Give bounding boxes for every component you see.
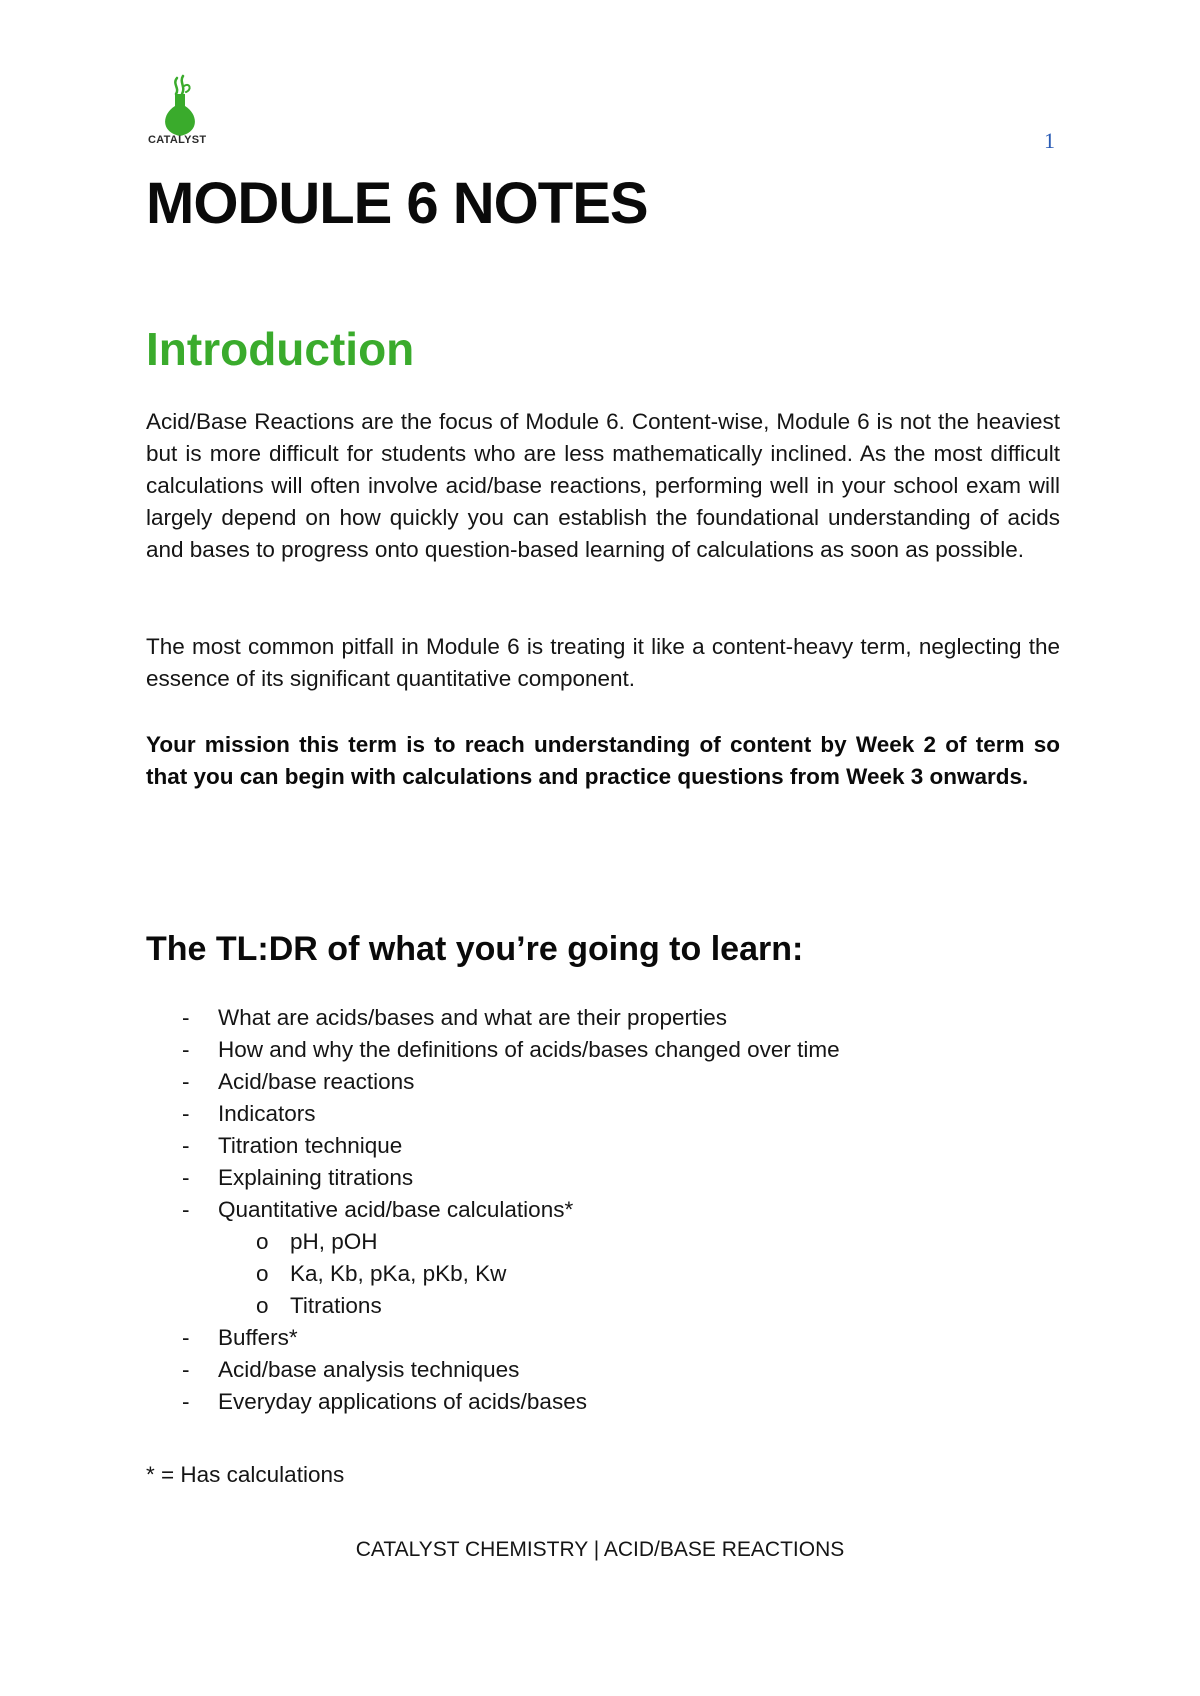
sub-list-item-text: pH, pOH	[290, 1229, 378, 1254]
dash-bullet: -	[182, 1133, 190, 1158]
introduction-heading: Introduction	[146, 323, 415, 375]
dash-bullet: -	[182, 1037, 190, 1062]
list-item	[146, 1322, 1046, 1354]
dash-bullet: -	[182, 1389, 190, 1414]
list-item	[146, 1354, 1046, 1386]
mission-statement: Your mission this term is to reach understanding of content by Week 2 of term so that you can begin with calculations and practice questions from Week 3 onwards.	[146, 732, 1060, 789]
list-item-text: What are acids/bases and what are their properties	[218, 1005, 728, 1030]
circle-bullet: o	[256, 1261, 269, 1286]
footnote: * = Has calculations	[146, 1462, 345, 1487]
intro-paragraph-2: The most common pitfall in Module 6 is treating it like a content-heavy term, neglecting the essence of its significant quantitative component.	[146, 634, 1060, 691]
list-item	[146, 1130, 1046, 1162]
list-item-text: How and why the definitions of acids/bases changed over time	[218, 1037, 840, 1062]
learning-topics-list	[146, 1002, 1046, 1418]
page-number: 1	[1044, 128, 1055, 153]
intro-paragraph-1: Acid/Base Reactions are the focus of Module 6. Content-wise, Module 6 is not the heaviest but is more difficult for students who are less mathematically inclined. As the most difficult calculations will often involve acid/base reactions, performing well in your school exam will largely depend on how quickly you can establish the foundational understanding of acids and bases to progress onto question-based learning of calculations as soon as possible.	[146, 409, 1060, 562]
tldr-heading: The TL:DR of what you’re going to learn:	[146, 930, 804, 968]
list-item	[146, 1098, 1046, 1130]
page-footer: CATALYST CHEMISTRY | ACID/BASE REACTIONS	[355, 1538, 845, 1561]
dash-bullet: -	[182, 1197, 190, 1222]
list-item	[146, 1066, 1046, 1098]
circle-bullet: o	[256, 1293, 269, 1318]
sub-list-item	[218, 1290, 1046, 1322]
list-item	[146, 1194, 1046, 1322]
document-title: MODULE 6 NOTES	[146, 171, 648, 236]
list-item	[146, 1162, 1046, 1194]
list-item-text: Everyday applications of acids/bases	[218, 1389, 587, 1414]
list-item-text: Indicators	[218, 1101, 316, 1126]
dash-bullet: -	[182, 1165, 190, 1190]
dash-bullet: -	[182, 1005, 190, 1030]
sub-list-item	[218, 1258, 1046, 1290]
list-item-text: Buffers*	[218, 1325, 298, 1350]
list-item-text: Quantitative acid/base calculations*	[218, 1197, 574, 1222]
list-item	[146, 1386, 1046, 1418]
dash-bullet: -	[182, 1325, 190, 1350]
dash-bullet: -	[182, 1357, 190, 1382]
list-item	[146, 1002, 1046, 1034]
sub-list-item-text: Titrations	[290, 1293, 382, 1318]
dash-bullet: -	[182, 1069, 190, 1094]
sub-list-item	[218, 1226, 1046, 1258]
logo-text: CATALYST	[148, 134, 207, 146]
circle-bullet: o	[256, 1229, 269, 1254]
list-item-text: Acid/base reactions	[218, 1069, 415, 1094]
calculations-sub-list	[218, 1226, 1046, 1322]
list-item	[146, 1034, 1046, 1066]
list-item-text: Explaining titrations	[218, 1165, 414, 1190]
list-item-text: Acid/base analysis techniques	[218, 1357, 520, 1382]
list-item-text: Titration technique	[218, 1133, 403, 1158]
sub-list-item-text: Ka, Kb, pKa, pKb, Kw	[290, 1261, 507, 1286]
dash-bullet: -	[182, 1101, 190, 1126]
